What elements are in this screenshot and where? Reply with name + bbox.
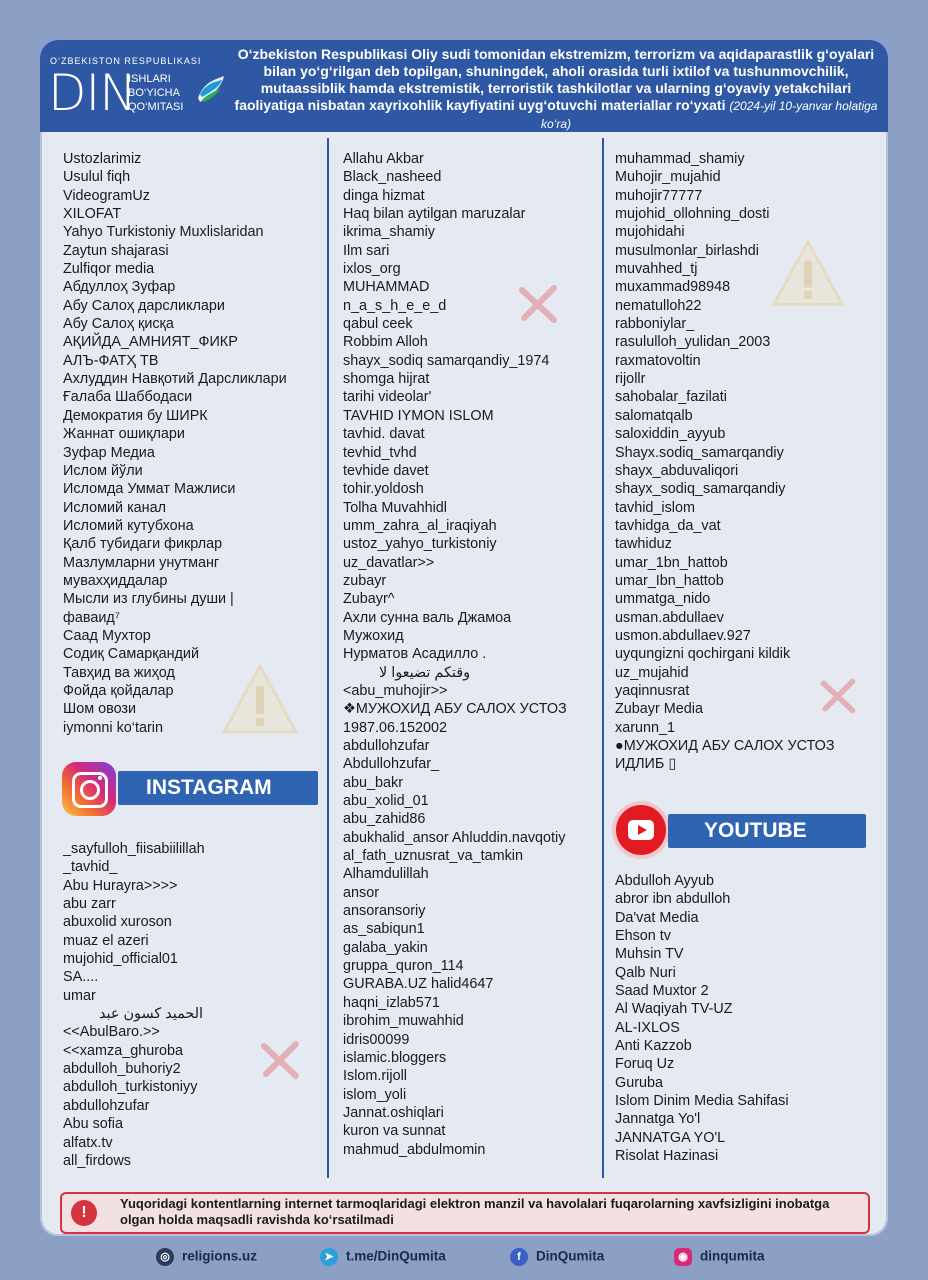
list-item: mujohid_official01 — [63, 951, 178, 968]
list-item: фаваид⁷ — [63, 609, 120, 626]
list-item: XILOFAT — [63, 206, 122, 223]
list-item: tavhid_islom — [615, 499, 695, 516]
list-item: tawhiduz — [615, 536, 672, 553]
instagram-icon — [62, 762, 116, 816]
list-item: Мысли из глубины души | — [63, 591, 234, 608]
list-item: Исломий кутубхона — [63, 517, 194, 534]
list-item: Allahu Akbar — [343, 151, 424, 167]
youtube-icon — [616, 805, 666, 855]
list-item: Ғалаба Шаббодаси — [63, 389, 193, 406]
content-card — [40, 40, 888, 1236]
list-item: shayx_abduvaliqori — [615, 462, 739, 479]
list-item: kuron va sunnat — [343, 1123, 446, 1140]
footer-telegram-text: t.me/DinQumita — [346, 1248, 446, 1264]
list-item: rijollr — [615, 371, 646, 388]
list-item: Zubayr^ — [343, 591, 395, 608]
list-item: Саад Мухтор — [63, 627, 151, 644]
committee-logo — [48, 54, 238, 128]
list-item: sahobalar_fazilati — [615, 389, 727, 406]
list-item: tavhid. davat — [343, 426, 425, 443]
list-item: abu_bakr — [343, 774, 404, 791]
list-item: Yahyo Turkistoniy Muxlislaridan — [63, 224, 264, 241]
list-item: Ислом йўли — [63, 462, 143, 479]
list-item: islom_yoli — [343, 1086, 407, 1103]
list-item: Zubayr Media — [615, 701, 703, 718]
list-item: Qalb Nuri — [615, 964, 676, 981]
list-item: abu_zahid86 — [343, 811, 426, 828]
list-item: gruppa_quron_114 — [343, 958, 464, 975]
list-item: Демократия бу ШИРК — [63, 407, 208, 424]
list-item: АҚИЙДА_АМНИЯТ_ФИКР — [63, 334, 238, 351]
header-date-note: (2024-yil 10-yanvar holatiga ko‘ra) — [540, 99, 878, 131]
instagram-small-icon: ◉ — [674, 1248, 692, 1266]
footer-website-text: religions.uz — [182, 1248, 258, 1264]
list-item: Мазлумларни унутманг — [63, 554, 220, 571]
list-item: Foruq Uz — [615, 1056, 675, 1073]
list-item: iymonni ko‘tarin — [63, 719, 163, 736]
telegram-icon: ➤ — [320, 1248, 338, 1266]
list-item: abu_xolid_01 — [343, 793, 429, 810]
list-item: AL-IXLOS — [615, 1019, 680, 1036]
list-item: Нурматов Асадилло . — [343, 646, 487, 663]
list-item: Islom Dinim Media Sahifasi — [615, 1093, 789, 1110]
list-item: Тавҳид ва жиҳод — [63, 664, 175, 681]
list-item: ansoransoriy — [343, 903, 426, 920]
list-item: Шом овози — [63, 701, 137, 718]
list-item: ibrohim_muwahhid — [343, 1013, 464, 1030]
list-item: Зуфар Медиа — [63, 444, 155, 461]
list-item: yaqinnusrat — [615, 682, 690, 699]
logo-sub-text: ISHLARI BO‘YICHA QO‘MITASI — [128, 73, 184, 113]
list-item: Islom.rijoll — [343, 1068, 407, 1085]
logo-top-text: O‘ZBEKISTON RESPUBLIKASI — [50, 56, 202, 66]
logo-din-text: DIN — [48, 64, 136, 122]
list-item: usman.abdullaev — [615, 609, 724, 626]
list-item: الحميد كسون عبد — [99, 1006, 204, 1023]
list-item: <<AbulBaro.>> — [63, 1024, 160, 1041]
list-item: abdulloh_buhoriy2 — [63, 1061, 181, 1078]
list-item: Usulul fiqh — [63, 169, 131, 186]
list-item: saloxiddin_ayyub — [615, 426, 726, 443]
list-item: Guruba — [615, 1074, 663, 1091]
list-item: Ilm sari — [343, 242, 390, 259]
list-item: ikrima_shamiy — [343, 224, 435, 241]
warning-text: Yuqoridagi kontentlarning internet tarmoqlaridagi elektron manzil va havolalari fuqarolarning xavfsizligini inobatga olgan holda maqsadli ravishda ko‘rsatilmadi — [120, 1196, 830, 1227]
globe-icon: ◎ — [156, 1248, 174, 1266]
list-item: _sayfulloh_fiisabiilillah — [63, 841, 205, 857]
list-item: n_a_s_h_e_e_d — [343, 297, 447, 314]
list-item: Jannatga Yo'l — [615, 1111, 701, 1128]
list-item: tohir.yoldosh — [343, 481, 424, 498]
list-item: Содиқ Самарқандий — [63, 646, 199, 663]
list-item: وقتكم تضيعوا لا — [379, 664, 471, 681]
instagram-list-column-1 — [63, 840, 205, 1170]
warning-box — [60, 1192, 870, 1234]
list-item: xarunn_1 — [615, 719, 676, 736]
list-item: 1987.06.152002 — [343, 719, 448, 736]
list-item: <<xamza_ghuroba — [63, 1042, 184, 1059]
list-item: dinga hizmat — [343, 187, 425, 204]
list-item: Da'vat Media — [615, 909, 699, 926]
list-item: mahmud_abdulmomin — [343, 1141, 486, 1158]
list-item: umar_Ibn_hattob — [615, 572, 724, 589]
list-item: Abdullohzufar_ — [343, 756, 440, 773]
list-item: Ахли сунна валь Джамоа — [343, 609, 512, 626]
instagram-list-column-2 — [343, 150, 567, 1159]
list-item: Абу Салоҳ қисқа — [63, 316, 174, 333]
list-item: Tolha Muvahhidl — [343, 499, 447, 516]
footer-facebook-text: DinQumita — [536, 1248, 605, 1264]
list-item: abukhalid_ansor Ahluddin.navqotiy — [343, 829, 566, 846]
list-item: Alhamdulillah — [343, 866, 429, 883]
list-item: shomga hijrat — [343, 371, 430, 388]
list-item: uyqungizni qochirgani kildik — [615, 646, 791, 663]
list-item: usmon.abdullaev.927 — [615, 627, 751, 644]
footer-instagram-text: dinqumita — [700, 1248, 765, 1264]
list-item: JANNATGA YO'L — [615, 1129, 726, 1146]
list-item: Saad Muxtor 2 — [615, 983, 709, 1000]
list-item: musulmonlar_birlashdi — [615, 242, 759, 259]
cross-mark-decoration-icon — [258, 1038, 302, 1082]
list-item: muhojir77777 — [615, 187, 703, 204]
list-item: umar_1bn_hattob — [615, 554, 728, 571]
list-item: muhammad_shamiy — [615, 151, 745, 167]
list-item: muxammad98948 — [615, 279, 731, 296]
column-divider — [602, 138, 604, 1178]
footer-website[interactable] — [156, 1248, 257, 1266]
list-item: alfatx.tv — [63, 1134, 113, 1151]
list-item: uz_davatlar>> — [343, 554, 435, 571]
list-item: Абу Салоҳ дарсликлари — [63, 297, 225, 314]
list-item: abror ibn abdulloh — [615, 891, 731, 908]
list-item: tevhide davet — [343, 462, 429, 479]
list-item: salomatqalb — [615, 407, 693, 424]
list-item: Қалб тубидаги фикрлар — [63, 536, 223, 553]
list-item: Anti Kazzob — [615, 1038, 692, 1055]
list-item: tarihi videolar' — [343, 389, 432, 406]
list-item: Zaytun shajarasi — [63, 242, 169, 259]
list-item: Жаннат ошиқлари — [63, 426, 185, 443]
footer-telegram[interactable] — [320, 1248, 446, 1266]
list-item: ИДЛИБ ▯ — [615, 756, 677, 773]
list-item: umar — [63, 987, 96, 1004]
list-item: ixlos_org — [343, 261, 401, 278]
list-item: idris00099 — [343, 1031, 410, 1048]
footer-facebook[interactable] — [510, 1248, 604, 1266]
list-item: Abdulloh Ayyub — [615, 873, 714, 889]
list-item: Исломий канал — [63, 499, 167, 516]
list-item: Robbim Alloh — [343, 334, 428, 351]
list-item: ummatga_nido — [615, 591, 711, 608]
list-item: muaz el azeri — [63, 932, 149, 949]
header-title-text: O‘zbekiston Respublikasi Oliy sudi tomonidan ekstremizm, terrorizm va aqidaparastlik g‘oyalari bilan yo‘g‘rilgan deb topilgan, shuningdek, aholi orasida turli ixtilof va tushunmovchilik, mutaassiblik hamda ekstremistik, terroristik tashkilotlar va ularning g‘oyaviy yetakchilari faoliyatiga nisbatan xayrixohlik kayfiyatini uyg‘otuvchi materiallar ro‘yxati — [234, 46, 875, 113]
list-item: Abu sofia — [63, 1116, 124, 1133]
list-item: _tavhid_ — [63, 859, 118, 876]
list-item: qabul ceek — [343, 316, 413, 333]
list-item: VideogramUz — [63, 187, 150, 204]
list-item: umm_zahra_al_iraqiyah — [343, 517, 497, 534]
list-item: uz_mujahid — [615, 664, 689, 681]
warning-icon: ! — [71, 1200, 97, 1226]
list-item: Фойда қойдалар — [63, 682, 174, 699]
list-item: ●МУЖОХИД АБУ САЛОХ УСТОЗ — [615, 738, 835, 754]
list-item: Zulfiqor media — [63, 261, 155, 278]
list-item: rabboniylar_ — [615, 316, 695, 333]
list-item: ansor — [343, 884, 379, 901]
youtube-banner: YOUTUBE — [668, 814, 866, 848]
list-item: raxmatovoltin — [615, 352, 701, 369]
list-item: Ахлуддин Навқотий Дарсликлари — [63, 371, 287, 388]
list-item: Shayx.sodiq_samarqandiy — [615, 444, 784, 461]
header — [40, 40, 888, 132]
list-item: abdullohzufar — [343, 738, 430, 754]
telegram-list-column-1 — [63, 150, 287, 737]
list-item: TAVHID IYMON ISLOM — [343, 407, 494, 424]
list-item: shayx_sodiq samarqandiy_1974 — [343, 352, 550, 369]
list-item: Muhsin TV — [615, 946, 684, 963]
youtube-list — [615, 872, 789, 1166]
list-item: islamic.bloggers — [343, 1049, 447, 1066]
column-divider — [327, 138, 329, 1178]
list-item: nematulloh22 — [615, 297, 702, 314]
list-item: Ehson tv — [615, 928, 671, 945]
list-item: abdulloh_turkistoniyy — [63, 1079, 198, 1096]
list-item: zubayr — [343, 572, 387, 589]
list-item: Muhojir_mujahid — [615, 169, 721, 186]
list-item: Jannat.oshiqlari — [343, 1104, 444, 1121]
list-item: Al Waqiyah TV-UZ — [615, 1001, 733, 1018]
list-item: al_fath_uznusrat_va_tamkin — [343, 848, 523, 865]
list-item: Мужохид — [343, 627, 404, 644]
list-item: abu zarr — [63, 896, 116, 913]
list-item: ustoz_yahyo_turkistoniy — [343, 536, 497, 553]
list-item: muvahhed_tj — [615, 261, 698, 278]
list-item: Абдуллоҳ Зуфар — [63, 279, 176, 296]
list-item: мувахҳиддалар — [63, 572, 168, 589]
list-item: tevhid_tvhd — [343, 444, 417, 461]
list-item: shayx_sodiq_samarqandiy — [615, 481, 786, 498]
list-item: Haq bilan aytilgan maruzalar — [343, 206, 526, 223]
list-item: SA.... — [63, 969, 99, 986]
instagram-banner: INSTAGRAM — [118, 771, 318, 805]
header-title — [230, 46, 882, 133]
list-item: galaba_yakin — [343, 939, 428, 956]
list-item: Ustozlarimiz — [63, 151, 142, 167]
list-item: abuxolid xuroson — [63, 914, 172, 931]
list-item: mujohid_ollohning_dosti — [615, 206, 770, 223]
list-item: as_sabiqun1 — [343, 921, 425, 938]
list-item: Исломда Уммат Мажлиси — [63, 481, 236, 498]
footer-instagram[interactable] — [674, 1248, 765, 1266]
list-item: <abu_muhojir>> — [343, 682, 448, 699]
list-item: Risolat Hazinasi — [615, 1148, 719, 1165]
list-item: abdullohzufar — [63, 1097, 150, 1114]
list-item: Abu Hurayra>>>> — [63, 877, 178, 894]
instagram-list-column-3 — [615, 150, 835, 774]
list-item: mujohidahi — [615, 224, 685, 241]
list-item: rasululloh_yulidan_2003 — [615, 334, 771, 351]
list-item: tavhidga_da_vat — [615, 517, 721, 534]
list-item: MUHAMMAD — [343, 279, 430, 296]
list-item: GURABA.UZ halid4647 — [343, 976, 494, 993]
list-item: haqni_izlab571 — [343, 994, 440, 1011]
flag-icon — [194, 72, 228, 106]
facebook-icon: f — [510, 1248, 528, 1266]
list-item: all_firdows — [63, 1152, 131, 1169]
list-item: АЛЪ-ФАТҲ ТВ — [63, 352, 159, 369]
list-item: ❖МУЖОХИД АБУ САЛОХ УСТОЗ — [343, 701, 567, 718]
list-item: Black_nasheed — [343, 169, 442, 186]
